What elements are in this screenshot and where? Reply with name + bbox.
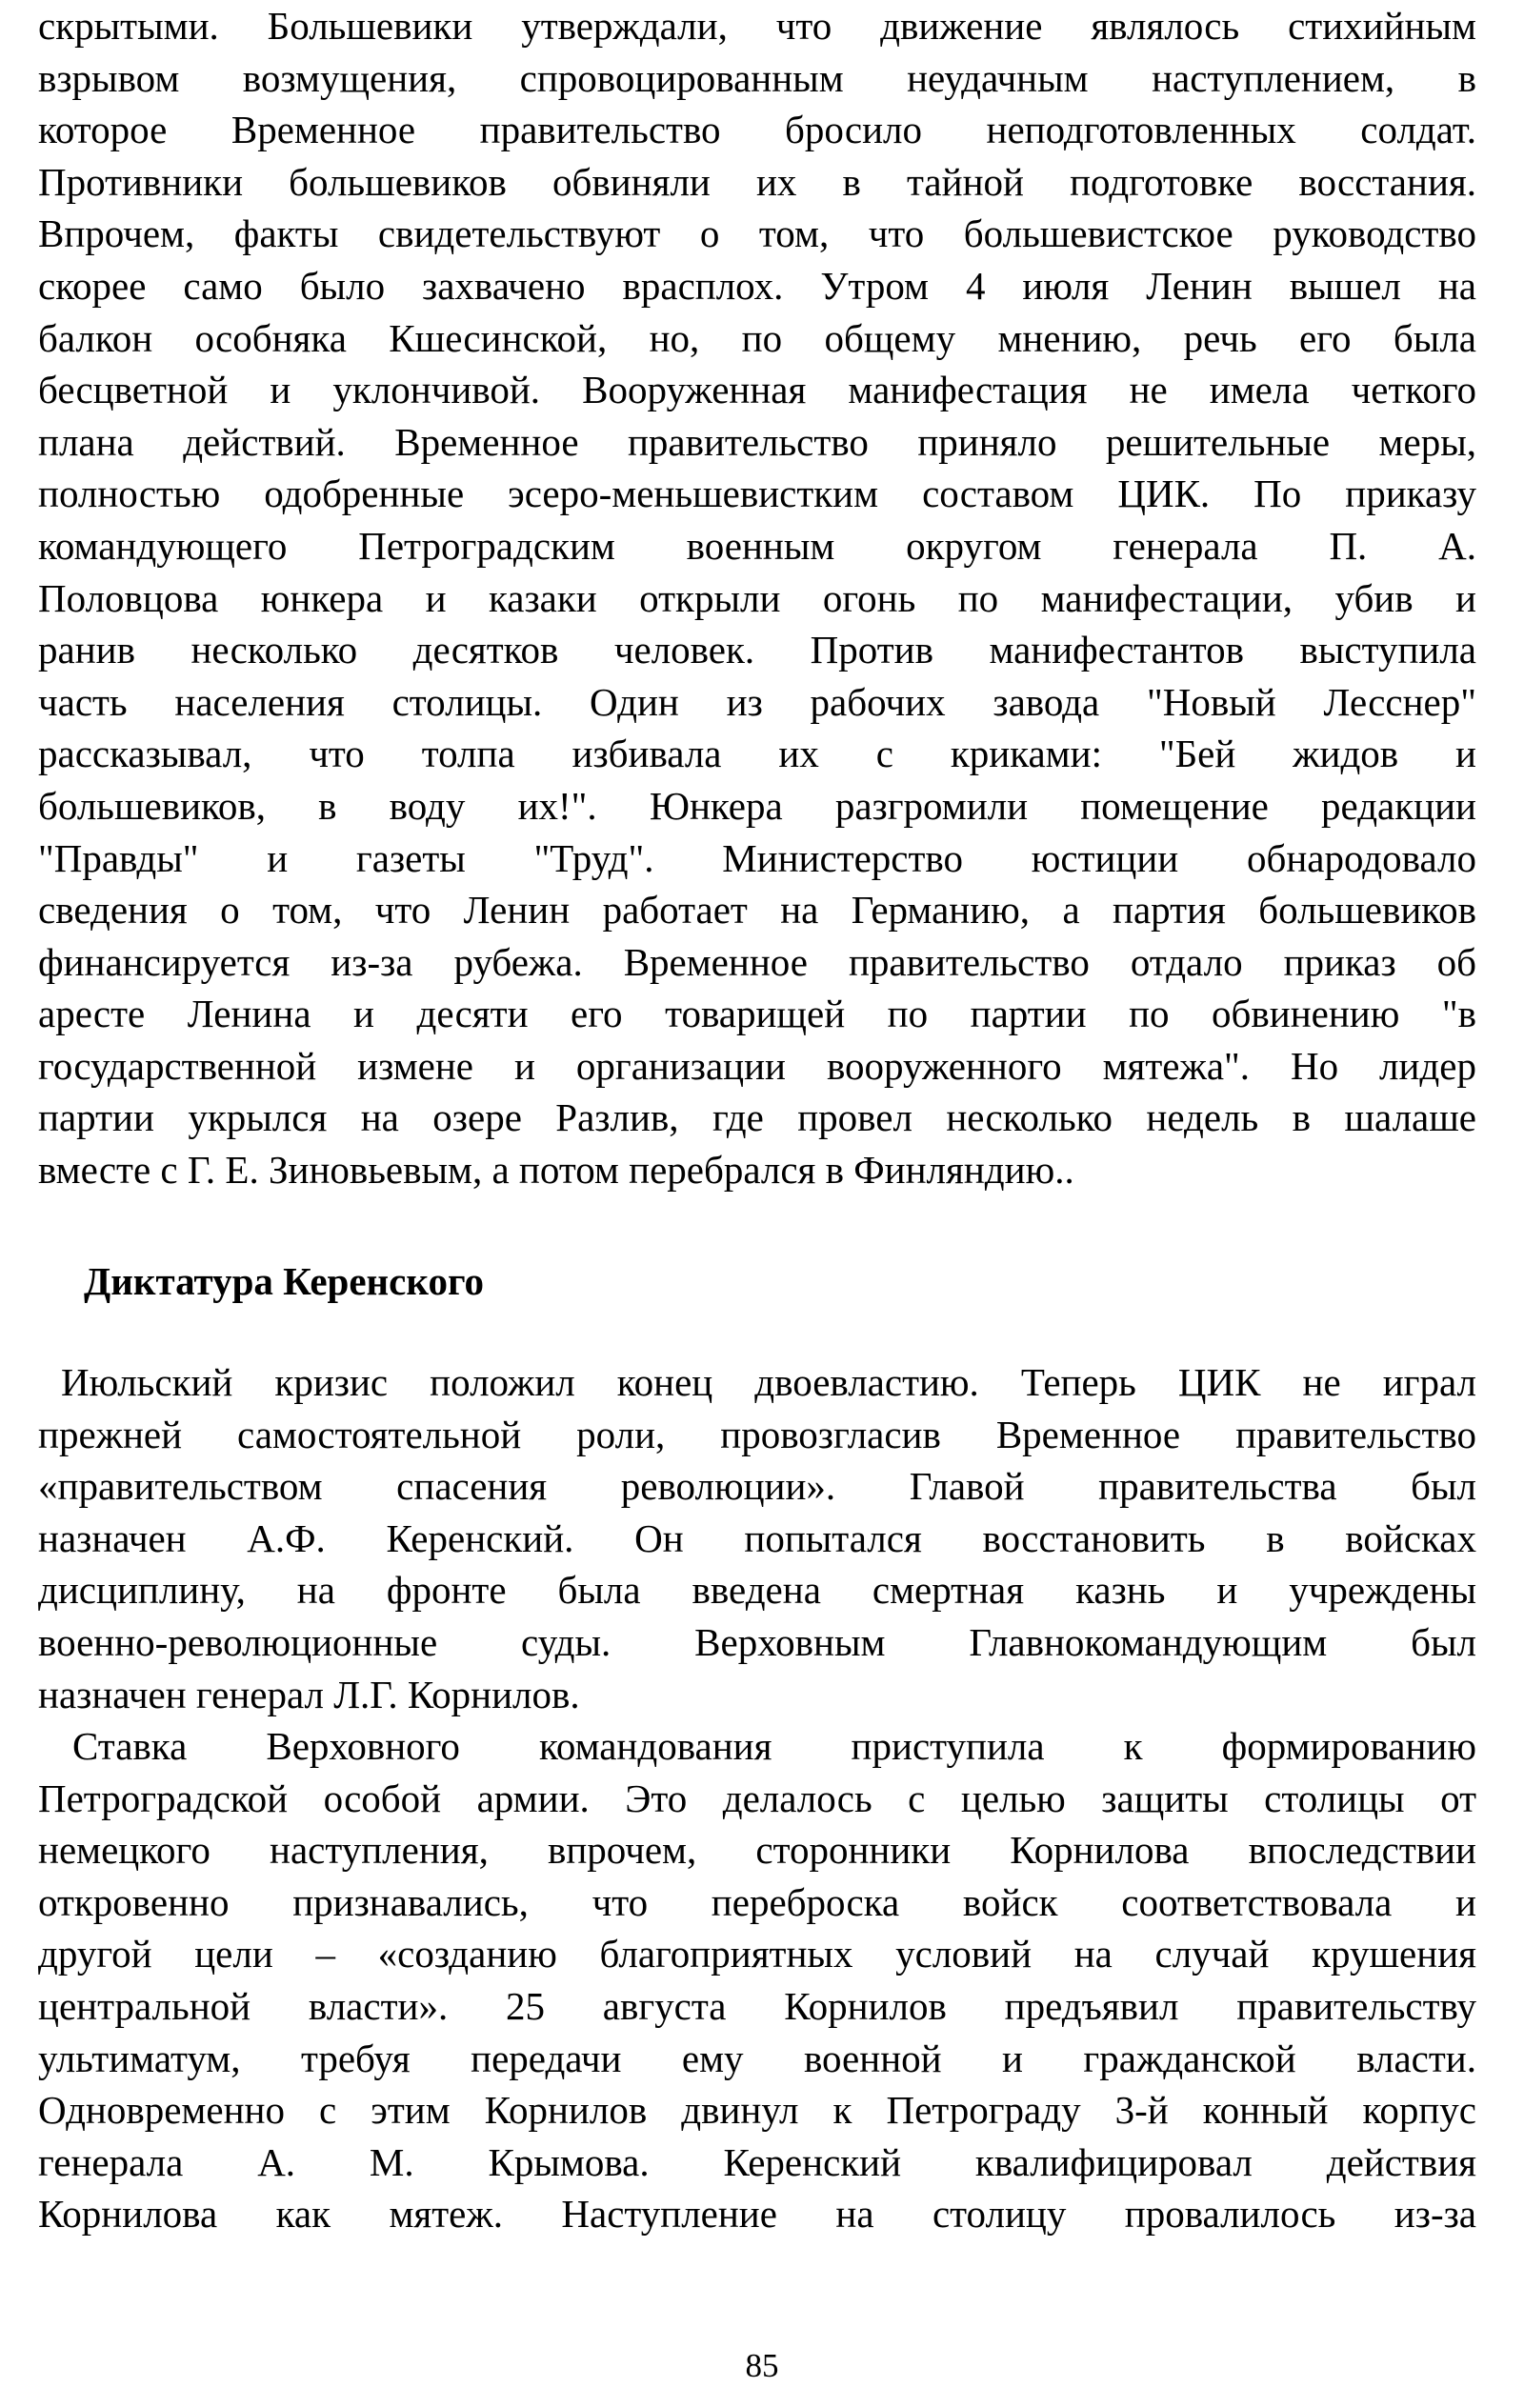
text-line: прежней самостоятельной роли, провозгласив Временное правительство <box>38 1412 1476 1456</box>
text-line: вместе с Г. Е. Зиновьевым, а потом перебрался в Финляндию.. <box>38 1148 1074 1193</box>
paragraph-3 <box>38 1720 1476 2240</box>
text-line: рассказывал, что толпа избивала их с криками: "Бей жидов и <box>38 732 1476 776</box>
text-line: бесцветной и уклончивой. Вооруженная манифестация не имела четкого <box>38 368 1476 412</box>
section-heading: Диктатура Керенского <box>84 1259 485 1303</box>
text-line: центральной власти». 25 августа Корнилов предъявил правительству <box>38 1983 1476 2028</box>
text-line: Половцова юнкера и казаки открыли огонь по манифестации, убив и <box>38 575 1476 620</box>
text-line: «правительством спасения революции». Главой правительства был <box>38 1464 1476 1509</box>
text-line: ультиматум, требуя передачи ему военной и гражданской власти. <box>38 2036 1476 2080</box>
text-line: балкон особняка Кшесинской, но, по общему мнению, речь его была <box>38 315 1476 360</box>
paragraph-1 <box>38 0 1476 1196</box>
text-line: часть населения столицы. Один из рабочих завода "Новый Лесснер" <box>38 679 1476 724</box>
text-line: командующего Петроградским военным округом генерала П. А. <box>38 523 1476 568</box>
text-line: сведения о том, что Ленин работает на Германию, а партия большевиков <box>38 888 1476 933</box>
page-number: 85 <box>745 2347 779 2384</box>
text-line: Противники большевиков обвиняли их в тайной подготовке восстания. <box>38 159 1476 204</box>
paragraph-2 <box>38 1356 1476 1720</box>
text-line: ранив несколько десятков человек. Против манифестантов выступила <box>38 628 1476 672</box>
text-line: Петроградской особой армии. Это делалось с целью защиты столицы от <box>38 1776 1476 1820</box>
text-line: назначен генерал Л.Г. Корнилов. <box>38 1672 580 1716</box>
text-line: Ставка Верховного командования приступила к формированию <box>72 1724 1476 1768</box>
text-line: другой цели – «созданию благоприятных условий на случай крушения <box>38 1932 1476 1977</box>
text-line: Июльский кризис положил конец двоевластию. Теперь ЦИК не играл <box>61 1360 1476 1404</box>
text-line: назначен А.Ф. Керенский. Он попытался восстановить в войсках <box>38 1515 1476 1560</box>
text-line: которое Временное правительство бросило неподготовленных солдат. <box>38 108 1476 152</box>
text-line: Корнилова как мятеж. Наступление на столицу провалилось из-за <box>38 2192 1476 2237</box>
text-line: скрытыми. Большевики утверждали, что движение являлось стихийным <box>38 4 1476 48</box>
text-line: большевиков, в воду их!". Юнкера разгромили помещение редакции <box>38 783 1476 828</box>
text-line: партии укрылся на озере Разлив, где провел несколько недель в шалаше <box>38 1095 1476 1140</box>
text-line: военно-революционные суды. Верховным Главнокомандующим был <box>38 1619 1476 1664</box>
text-line: полностью одобренные эсеро-меньшевистким составом ЦИК. По приказу <box>38 472 1476 516</box>
text-line: дисциплину, на фронте была введена смертная казнь и учреждены <box>38 1568 1476 1613</box>
text-line: откровенно признавались, что переброска войск соответствовала и <box>38 1879 1476 1924</box>
text-line: государственной измене и организации вооруженного мятежа". Но лидер <box>38 1043 1476 1088</box>
text-line: генерала А. М. Крымова. Керенский квалифицировал действия <box>38 2139 1476 2184</box>
text-line: Одновременно с этим Корнилов двинул к Петрограду 3-й конный корпус <box>38 2088 1476 2133</box>
text-line: аресте Ленина и десяти его товарищей по партии по обвинению "в <box>38 992 1476 1036</box>
text-line: взрывом возмущения, спровоцированным неудачным наступлением, в <box>38 55 1476 100</box>
text-line: скорее само было захвачено врасплох. Утром 4 июля Ленин вышел на <box>38 263 1476 308</box>
text-line: финансируется из-за рубежа. Временное правительство отдало приказ об <box>38 939 1476 984</box>
text-line: плана действий. Временное правительство приняло решительные меры, <box>38 419 1476 464</box>
text-line: "Правды" и газеты "Труд". Министерство юстиции обнародовало <box>38 835 1476 880</box>
text-line: немецкого наступления, впрочем, сторонники Корнилова впоследствии <box>38 1828 1476 1873</box>
text-line: Впрочем, факты свидетельствуют о том, что большевистское руководство <box>38 211 1476 256</box>
